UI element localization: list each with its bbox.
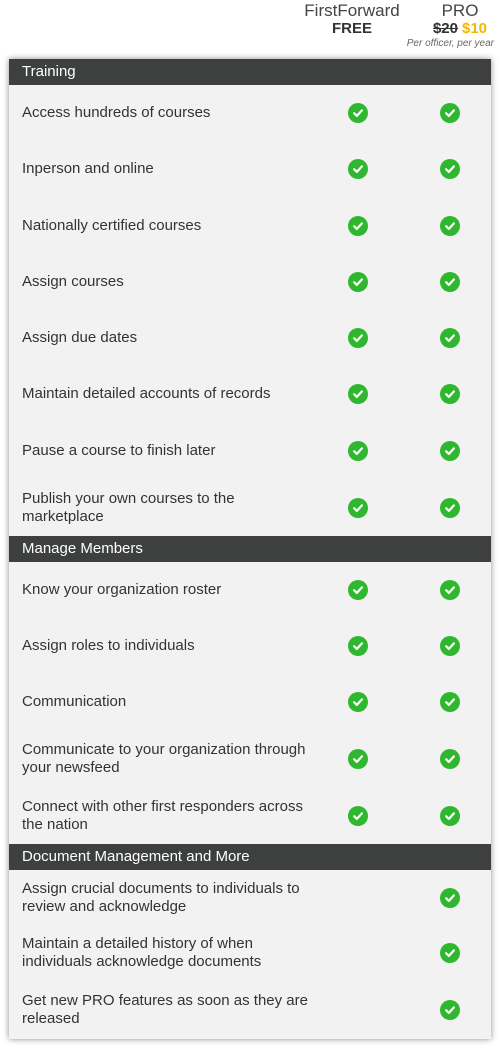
check-icon-free bbox=[348, 384, 368, 404]
feature-label: Pause a course to finish later bbox=[22, 441, 216, 459]
check-icon-free bbox=[348, 272, 368, 292]
old-price: $20 bbox=[432, 20, 458, 37]
section-header-3: Document Management and More bbox=[9, 844, 491, 870]
check-icon-pro bbox=[440, 103, 460, 123]
section-header-1: Training bbox=[9, 59, 491, 85]
feature-label: Assign due dates bbox=[22, 329, 138, 346]
feature-row bbox=[9, 980, 491, 1039]
check-icon-free bbox=[348, 328, 368, 348]
check-icon-free bbox=[348, 749, 368, 769]
feature-row bbox=[9, 618, 491, 674]
feature-row bbox=[9, 141, 491, 197]
check-icon-free bbox=[348, 441, 368, 461]
feature-label: Access hundreds of courses bbox=[22, 104, 211, 121]
check-icon-pro bbox=[440, 692, 460, 712]
feature-row bbox=[9, 870, 491, 925]
feature-label: Assign roles to individuals bbox=[22, 637, 195, 654]
check-icon-free bbox=[348, 498, 368, 518]
feature-label: Know your organization roster bbox=[22, 581, 222, 598]
plan-price-pro bbox=[420, 21, 500, 37]
plan-header-free bbox=[300, 0, 404, 36]
feature-row bbox=[9, 197, 491, 254]
check-icon-free bbox=[348, 636, 368, 656]
feature-row bbox=[9, 85, 491, 141]
feature-row bbox=[9, 422, 491, 479]
feature-row bbox=[9, 730, 491, 788]
check-icon-pro bbox=[440, 806, 460, 826]
check-icon-pro bbox=[440, 441, 460, 461]
feature-row bbox=[9, 674, 491, 730]
feature-label: Assign courses bbox=[22, 273, 124, 290]
check-icon-free bbox=[348, 580, 368, 600]
feature-row bbox=[9, 310, 491, 366]
feature-label: Publish your own courses to the marketplace bbox=[22, 489, 235, 525]
feature-row bbox=[9, 788, 491, 844]
check-icon-pro bbox=[440, 749, 460, 769]
check-icon-free bbox=[348, 806, 368, 826]
check-icon-pro bbox=[440, 888, 460, 908]
new-price: $10 bbox=[462, 20, 488, 37]
feature-row bbox=[9, 925, 491, 980]
feature-row bbox=[9, 366, 491, 422]
section-header-2: Manage Members bbox=[9, 536, 491, 562]
check-icon-pro bbox=[440, 328, 460, 348]
check-icon-pro bbox=[440, 943, 460, 963]
check-icon-pro bbox=[440, 159, 460, 179]
plan-header-pro bbox=[420, 0, 500, 37]
feature-label: Get new PRO features as soon as they are released bbox=[22, 991, 308, 1027]
check-icon-pro bbox=[440, 216, 460, 236]
feature-label: Assign crucial documents to individuals to review and acknowledge bbox=[22, 879, 300, 915]
check-icon-free bbox=[348, 692, 368, 712]
check-icon-free bbox=[348, 103, 368, 123]
feature-comparison-table bbox=[9, 59, 491, 1039]
feature-label: Communication bbox=[22, 693, 127, 710]
check-icon-free bbox=[348, 159, 368, 179]
plan-name-free: FirstForward bbox=[304, 1, 400, 20]
price-note: Per officer, per year bbox=[406, 38, 494, 49]
feature-label: Communicate to your organization through your newsfeed bbox=[22, 741, 306, 776]
check-icon-pro bbox=[440, 498, 460, 518]
check-icon-pro bbox=[440, 1000, 460, 1020]
feature-label: Maintain detailed accounts of records bbox=[22, 385, 271, 402]
feature-row bbox=[9, 562, 491, 618]
feature-label: Maintain a detailed history of when individuals acknowledge documents bbox=[22, 934, 262, 970]
check-icon-free bbox=[348, 216, 368, 236]
feature-row bbox=[9, 254, 491, 310]
check-icon-pro bbox=[440, 636, 460, 656]
plan-name-pro: PRO bbox=[441, 1, 479, 20]
check-icon-pro bbox=[440, 272, 460, 292]
plan-price-free: FREE bbox=[331, 20, 372, 37]
feature-label: Inperson and online bbox=[22, 160, 154, 177]
feature-label: Connect with other first responders across the nation bbox=[22, 798, 303, 833]
check-icon-pro bbox=[440, 384, 460, 404]
check-icon-pro bbox=[440, 580, 460, 600]
feature-label: Nationally certified courses bbox=[22, 216, 202, 234]
feature-row bbox=[9, 479, 491, 536]
